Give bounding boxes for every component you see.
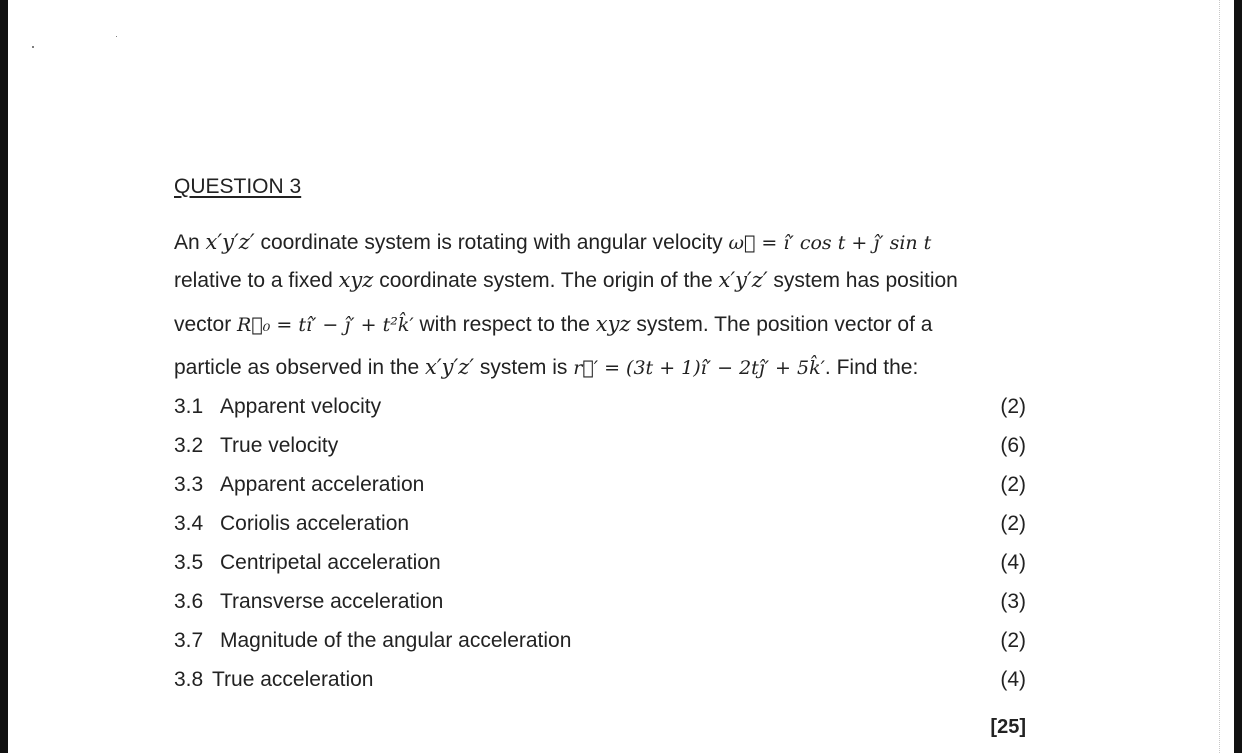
statement-text: system is xyxy=(474,356,574,379)
math-expression: xyz xyxy=(595,312,631,336)
document-page xyxy=(8,0,1234,753)
sub-question-number: 3.1 xyxy=(174,395,204,418)
sub-question-3-6 xyxy=(174,588,1026,616)
sub-question-number: 3.4 xyxy=(174,512,204,535)
scan-edge-line xyxy=(1219,0,1220,753)
scan-speck xyxy=(32,46,34,48)
sub-question-3-4 xyxy=(174,510,1026,538)
sub-question-3-8 xyxy=(174,666,1026,694)
math-expression: x′y′z′ xyxy=(424,355,475,379)
math-expression: xyz xyxy=(338,268,374,292)
sub-question-text: Transverse acceleration xyxy=(220,590,444,613)
sub-question-number: 3.3 xyxy=(174,473,204,496)
statement-text: system. The position vector of a xyxy=(630,313,933,336)
math-expression: x′y′z′ xyxy=(718,268,768,292)
statement-text: coordinate system is rotating with angular velocity xyxy=(254,231,729,254)
sub-question-text: Coriolis acceleration xyxy=(220,512,410,535)
sub-question-text: Magnitude of the angular acceleration xyxy=(220,629,572,652)
statement-text: system has position xyxy=(767,269,958,292)
sub-question-3-1 xyxy=(174,393,1026,421)
sub-question-text: Apparent velocity xyxy=(220,395,382,418)
statement-text: . Find the: xyxy=(824,356,919,379)
sub-question-text: Centripetal acceleration xyxy=(220,551,441,574)
sub-question-3-5 xyxy=(174,549,1026,577)
statement-line-2 xyxy=(174,266,958,295)
statement-text: An xyxy=(174,231,206,254)
sub-question-3-3 xyxy=(174,471,1026,499)
statement-line-3 xyxy=(174,310,932,339)
statement-text: particle as observed in the xyxy=(174,356,425,379)
total-marks: [25] xyxy=(990,716,1026,738)
sub-question-marks: (2) xyxy=(1000,473,1026,496)
statement-line-1 xyxy=(174,228,931,257)
sub-question-marks: (4) xyxy=(1000,668,1026,691)
sub-question-number: 3.7 xyxy=(174,629,204,652)
statement-text: with respect to the xyxy=(413,313,596,336)
statement-text: coordinate system. The origin of the xyxy=(373,269,719,292)
sub-question-number: 3.2 xyxy=(174,434,204,457)
sub-question-marks: (2) xyxy=(1000,629,1026,652)
sub-question-marks: (3) xyxy=(1000,590,1026,613)
sub-question-3-7 xyxy=(174,627,1026,655)
math-expression: R⃗₀ = tî′ − ĵ′ + t²k̂′ xyxy=(237,314,414,336)
statement-text: vector xyxy=(174,313,238,336)
sub-question-text: True velocity xyxy=(220,434,339,457)
sub-question-text: Apparent acceleration xyxy=(220,473,425,496)
statement-line-4 xyxy=(174,353,918,382)
scan-speck xyxy=(116,36,117,37)
sub-question-marks: (6) xyxy=(1000,434,1026,457)
statement-text: relative to a fixed xyxy=(174,269,339,292)
sub-question-number: 3.6 xyxy=(174,590,204,613)
math-expression: r⃗′ = (3t + 1)î′ − 2tĵ′ + 5k̂′ xyxy=(573,357,825,379)
sub-question-number: 3.8 xyxy=(174,668,204,691)
sub-question-marks: (2) xyxy=(1000,512,1026,535)
sub-question-marks: (2) xyxy=(1000,395,1026,418)
math-expression: ω⃗ = î′ cos t + ĵ′ sin t xyxy=(728,232,932,254)
math-expression: x′y′z′ xyxy=(205,230,255,254)
sub-question-marks: (4) xyxy=(1000,551,1026,574)
sub-question-text: True acceleration xyxy=(212,668,374,691)
sub-question-number: 3.5 xyxy=(174,551,204,574)
question-title: QUESTION 3 xyxy=(174,175,302,198)
sub-question-3-2 xyxy=(174,432,1026,460)
